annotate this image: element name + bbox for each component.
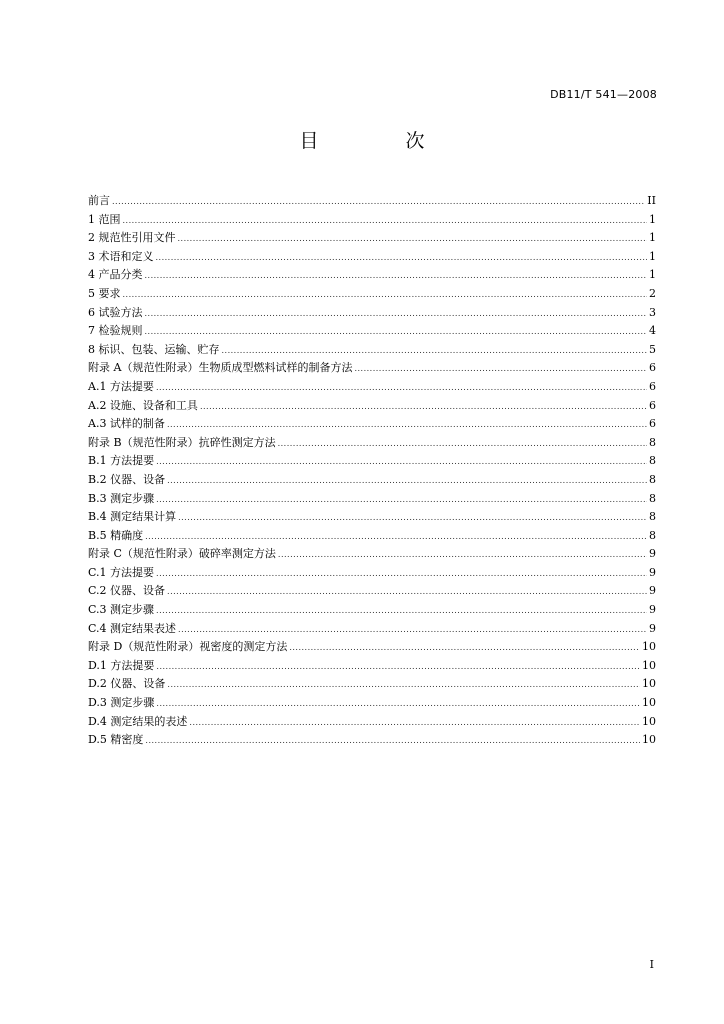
dot-leader: [156, 695, 640, 714]
toc-entry-label: A.2 设施、设备和工具: [88, 398, 198, 412]
toc-entry[interactable]: [88, 359, 656, 378]
toc-entry-label: C.3 测定步骤: [88, 603, 155, 617]
toc-entry[interactable]: [88, 229, 656, 248]
toc-entry-page: 4: [649, 324, 656, 338]
toc-entry-page: 8: [649, 472, 656, 486]
toc-entry-page: 1: [649, 212, 656, 226]
dot-leader: [145, 528, 647, 547]
toc-entry[interactable]: [88, 620, 656, 639]
toc-entry[interactable]: [88, 378, 656, 397]
toc-entry-page: 8: [649, 528, 656, 542]
toc-entry-label: B.5 精确度: [88, 528, 144, 542]
toc-entry[interactable]: [88, 304, 656, 323]
toc-entry[interactable]: [88, 508, 656, 527]
page-title: 目 次: [299, 130, 459, 152]
toc-entry[interactable]: [88, 601, 656, 620]
toc-entry[interactable]: [88, 675, 656, 694]
toc-entry-page: 1: [649, 268, 656, 282]
toc-entry[interactable]: [88, 452, 656, 471]
toc-entry-label: 附录 B（规范性附录）抗碎性测定方法: [88, 435, 276, 449]
toc-entry[interactable]: [88, 471, 656, 490]
toc-entry-label: 1 范围: [88, 212, 121, 226]
toc-entry-page: II: [647, 194, 656, 207]
dot-leader: [145, 305, 648, 324]
toc-entry-label: 4 产品分类: [88, 268, 143, 282]
toc-entry-page: 10: [642, 714, 656, 728]
toc-entry-label: 8 标识、包装、运输、贮存: [88, 342, 220, 356]
dot-leader: [189, 714, 640, 733]
toc-entry-label: C.1 方法提要: [88, 565, 155, 579]
dot-leader: [156, 491, 647, 510]
toc-entry[interactable]: [88, 192, 656, 211]
toc-entry[interactable]: [88, 564, 656, 583]
toc-entry[interactable]: [88, 545, 656, 564]
page-number: I: [649, 958, 654, 971]
dot-leader: [123, 286, 648, 305]
toc-entry-page: 6: [649, 361, 656, 375]
toc-entry-label: 2 规范性引用文件: [88, 231, 176, 245]
toc-entry[interactable]: [88, 211, 656, 230]
dot-leader: [178, 230, 648, 249]
toc-entry-label: 附录 D（规范性附录）视密度的测定方法: [88, 640, 288, 654]
toc-entry-label: 5 要求: [88, 286, 121, 300]
toc-entry[interactable]: [88, 490, 656, 509]
toc-entry[interactable]: [88, 657, 656, 676]
dot-leader: [222, 342, 648, 361]
toc-entry[interactable]: [88, 694, 656, 713]
dot-leader: [354, 360, 647, 379]
toc-entry-label: 附录 C（规范性附录）破碎率测定方法: [88, 547, 276, 561]
toc-entry-label: A.1 方法提要: [88, 379, 154, 393]
dot-leader: [289, 639, 640, 658]
toc-entry-label: D.3 测定步骤: [88, 696, 155, 710]
dot-leader: [167, 676, 640, 695]
toc-entry-label: 6 试验方法: [88, 305, 143, 319]
toc-entry[interactable]: [88, 248, 656, 267]
dot-leader: [156, 379, 647, 398]
standard-code: DB11/T 541—2008: [550, 88, 657, 101]
toc-entry[interactable]: [88, 415, 656, 434]
toc-entry-page: 1: [649, 231, 656, 245]
toc-entry-page: 9: [649, 547, 656, 561]
toc-entry[interactable]: [88, 322, 656, 341]
dot-leader: [156, 453, 647, 472]
toc-entry[interactable]: [88, 397, 656, 416]
dot-leader: [156, 249, 648, 268]
toc-entry-page: 10: [642, 733, 656, 747]
toc-entry[interactable]: [88, 713, 656, 732]
dot-leader: [178, 509, 647, 528]
toc-entry[interactable]: [88, 731, 656, 750]
toc-entry-label: D.1 方法提要: [88, 658, 155, 672]
toc-entry-page: 10: [642, 658, 656, 672]
toc-entry-label: B.2 仪器、设备: [88, 472, 166, 486]
toc-entry-page: 2: [649, 286, 656, 300]
toc-entry-label: 附录 A（规范性附录）生物质成型燃料试样的制备方法: [88, 361, 353, 375]
toc-entry-page: 6: [649, 379, 656, 393]
toc-entry-label: D.5 精密度: [88, 733, 144, 747]
toc-entry-label: A.3 试样的制备: [88, 417, 165, 431]
toc-entry[interactable]: [88, 434, 656, 453]
dot-leader: [178, 621, 647, 640]
toc-entry-page: 9: [649, 565, 656, 579]
dot-leader: [200, 398, 647, 417]
toc-entry-page: 8: [649, 491, 656, 505]
toc-entry-label: B.4 测定结果计算: [88, 510, 177, 524]
toc-entry-page: 10: [642, 640, 656, 654]
dot-leader: [156, 602, 647, 621]
toc-entry[interactable]: [88, 638, 656, 657]
toc-entry-page: 6: [649, 417, 656, 431]
toc-entry-page: 8: [649, 454, 656, 468]
toc-entry-page: 6: [649, 398, 656, 412]
toc-entry-label: B.1 方法提要: [88, 454, 155, 468]
dot-leader: [145, 267, 648, 286]
toc-entry[interactable]: [88, 341, 656, 360]
dot-leader: [123, 212, 648, 231]
toc-entry-label: B.3 测定步骤: [88, 491, 155, 505]
toc-entry-label: 前言: [88, 194, 110, 207]
toc-entry[interactable]: [88, 285, 656, 304]
toc-entry-page: 3: [649, 305, 656, 319]
toc-entry-page: 8: [649, 510, 656, 524]
toc-entry[interactable]: [88, 527, 656, 546]
toc-entry-label: 3 术语和定义: [88, 249, 154, 263]
toc-entry-page: 9: [649, 621, 656, 635]
dot-leader: [145, 732, 640, 751]
toc-entry-label: C.4 测定结果表述: [88, 621, 177, 635]
toc-entry-label: C.2 仪器、设备: [88, 584, 166, 598]
dot-leader: [278, 435, 647, 454]
toc-entry-page: 5: [649, 342, 656, 356]
dot-leader: [156, 565, 647, 584]
dot-leader: [145, 323, 648, 342]
toc-entry[interactable]: [88, 266, 656, 285]
toc-entry-page: 9: [649, 584, 656, 598]
toc-entry-page: 10: [642, 677, 656, 691]
dot-leader: [167, 472, 647, 491]
toc-entry-page: 8: [649, 435, 656, 449]
dot-leader: [112, 193, 645, 212]
toc-entry-page: 9: [649, 603, 656, 617]
toc-entry-label: 7 检验规则: [88, 324, 143, 338]
dot-leader: [167, 583, 647, 602]
table-of-contents: [88, 192, 656, 750]
toc-entry-page: 10: [642, 696, 656, 710]
dot-leader: [156, 658, 640, 677]
dot-leader: [278, 546, 647, 565]
toc-entry-label: D.4 测定结果的表述: [88, 714, 188, 728]
dot-leader: [167, 416, 647, 435]
toc-entry[interactable]: [88, 582, 656, 601]
toc-entry-page: 1: [649, 249, 656, 263]
toc-entry-label: D.2 仪器、设备: [88, 677, 166, 691]
